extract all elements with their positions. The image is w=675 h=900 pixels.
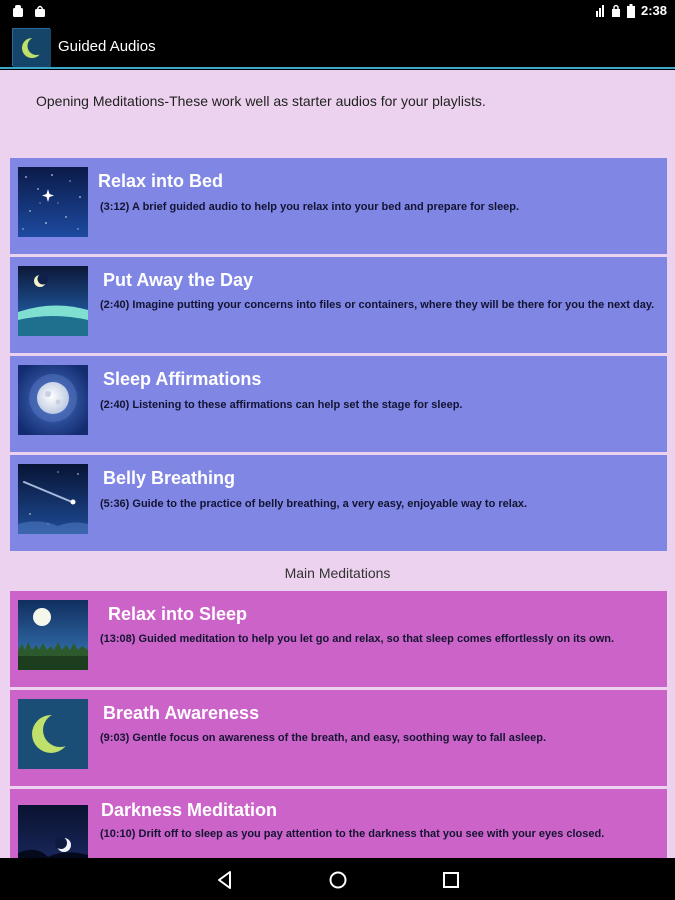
full-moon-icon [18,365,88,435]
item-title: Belly Breathing [103,468,236,488]
home-circle-icon[interactable] [326,868,350,892]
list-item[interactable] [10,591,667,687]
item-description: (5:36) Guide to the practice of belly breathing, a very easy, enjoyable way to relax. [100,498,528,510]
network-icon [595,5,605,17]
content-scroll-area[interactable] [0,70,675,858]
shooting-star-icon [18,464,88,534]
item-title: Breath Awareness [103,703,260,723]
item-title: Sleep Affirmations [103,369,262,389]
lock-icon [611,4,621,17]
section-label-main: Main Meditations [284,565,391,581]
moon-over-grass-icon [18,600,88,670]
back-triangle-icon[interactable] [213,868,237,892]
item-title: Relax into Sleep [108,604,248,624]
item-description: (3:12) A brief guided audio to help you relax into your bed and prepare for sleep. [100,201,520,213]
intro-text: Opening Meditations-These work well as starter audios for your playlists. [36,93,486,109]
crescent-moon-icon [18,699,88,769]
app-title: Guided Audios [58,38,156,55]
battery-icon [627,4,635,18]
list-item[interactable] [10,356,667,452]
list-item[interactable] [10,690,667,786]
item-title: Relax into Bed [98,171,224,191]
item-description: (2:40) Imagine putting your concerns into files or containers, where they will be there for you the next day. [100,299,655,311]
list-item[interactable] [10,455,667,551]
status-bar [0,0,675,24]
status-time: 2:38 [640,3,667,18]
list-item[interactable] [10,789,667,858]
navigation-bar [0,858,675,900]
list-item[interactable] [10,158,667,254]
starry-sky-icon [18,167,88,237]
list-item[interactable] [10,257,667,353]
recents-square-icon[interactable] [439,868,463,892]
crescent-moon-icon[interactable] [12,28,50,66]
app-bar [0,24,675,69]
item-description: (9:03) Gentle focus on awareness of the breath, and easy, soothing way to fall asleep. [100,732,547,744]
android-icon [12,5,24,18]
item-description: (13:08) Guided meditation to help you let go and relax, so that sleep comes effortlessly on its own. [100,633,615,645]
shopping-bag-icon [34,5,46,18]
item-title: Put Away the Day [103,270,254,290]
moon-over-sea-icon [18,266,88,336]
item-title: Darkness Meditation [101,800,278,820]
item-description: (2:40) Listening to these affirmations can help set the stage for sleep. [100,399,463,411]
dark-night-icon [18,805,88,858]
item-description: (10:10) Drift off to sleep as you pay attention to the darkness that you see with your eyes closed. [100,828,605,840]
